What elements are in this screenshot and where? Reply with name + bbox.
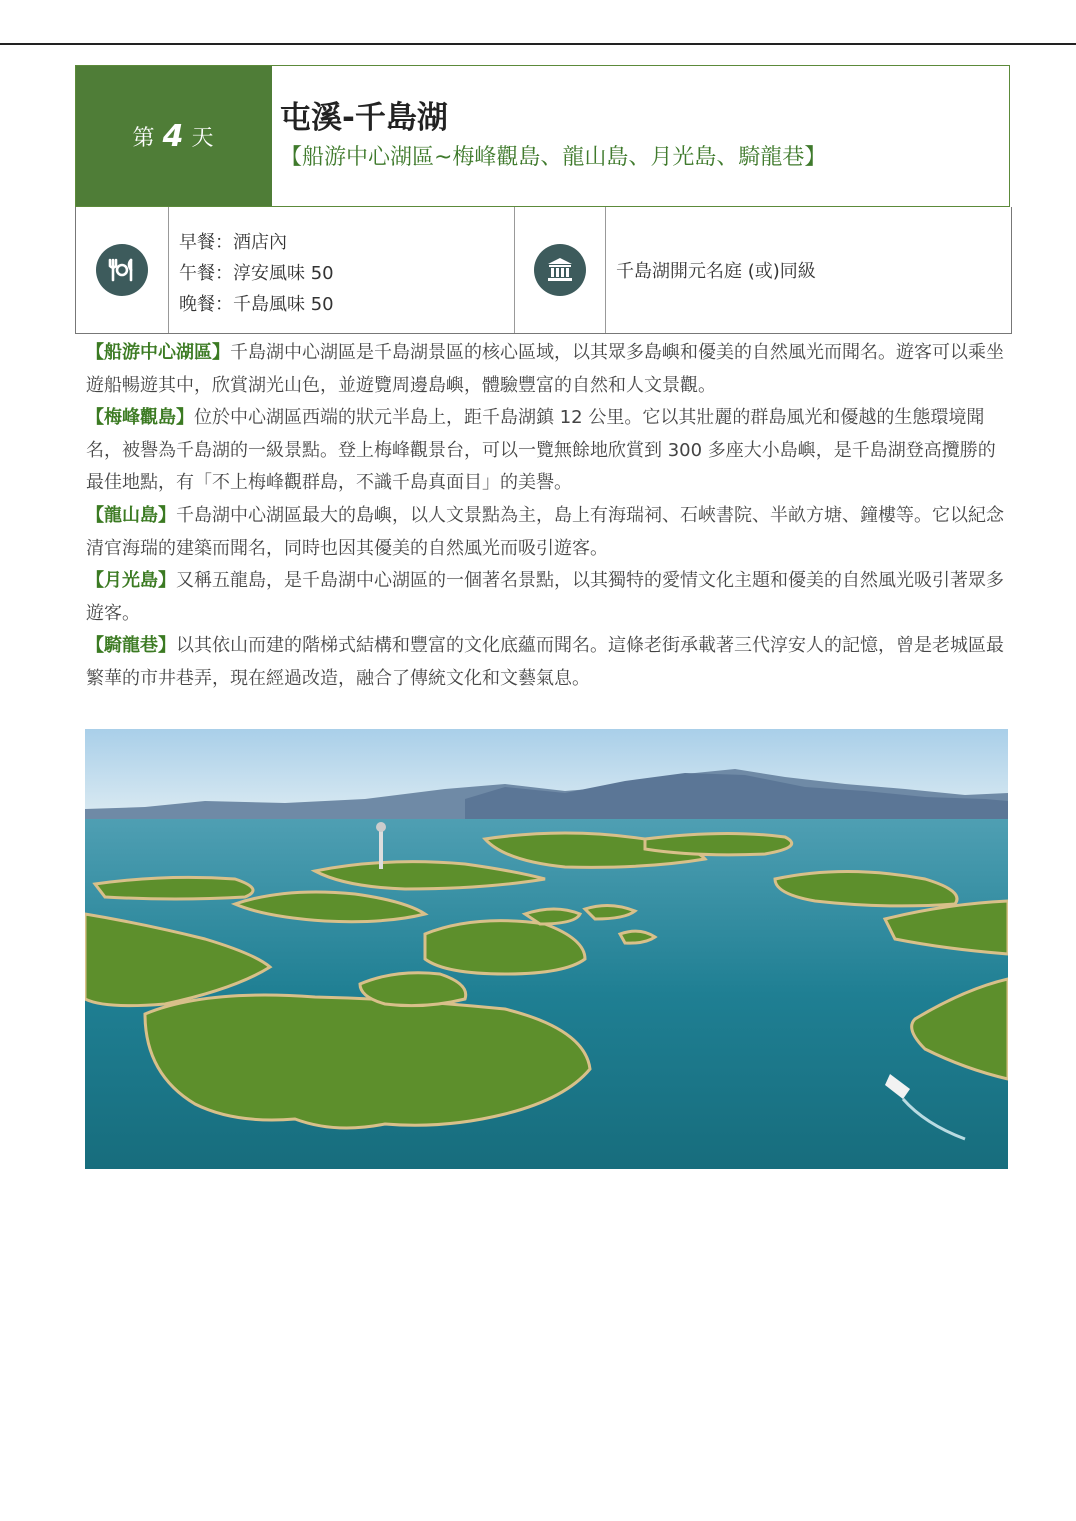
day-number: 4	[162, 118, 186, 154]
section-heading: 【騎龍巷】	[86, 635, 176, 657]
section-moonlight	[86, 565, 1006, 630]
lake-photo	[85, 729, 1008, 1169]
title-box	[272, 66, 1009, 206]
dinner-text: 晚餐：千島風味 50	[179, 294, 334, 315]
section-qilong	[86, 630, 1006, 695]
section-text: 以其依山而建的階梯式結構和豐富的文化底蘊而聞名。這條老街承載著三代淳安人的記憶，曾是老城區最繁華的市井巷弄，現在經過改造，融合了傳統文化和文藝氣息。	[86, 635, 1004, 689]
top-rule	[0, 43, 1076, 45]
section-heading: 【梅峰觀島】	[86, 407, 194, 429]
section-text: 位於中心湖區西端的狀元半島上，距千島湖鎮 12 公里。它以其壯麗的群島風光和優越的生態環境聞名，被譽為千島湖的一級景點。登上梅峰觀景台，可以一覽無餘地欣賞到 300 多座大小島嶼，是千島湖登高攬勝的最佳地點，有「不上梅峰觀群島，不識千島真面目」的美譽。	[86, 407, 996, 494]
page-title: 屯溪-千島湖	[280, 100, 448, 136]
meal-icon-cell	[76, 207, 169, 333]
hotel-text: 千島湖開元名庭 (或)同級	[616, 261, 816, 282]
description	[86, 337, 1006, 696]
section-text: 千島湖中心湖區最大的島嶼，以人文景點為主，島上有海瑞祠、石峽書院、半畝方塘、鐘樓等。它以紀念清官海瑞的建築而聞名，同時也因其優美的自然風光而吸引遊客。	[86, 504, 1004, 559]
section-longshan	[86, 500, 1006, 565]
section-text: 又稱五龍島，是千島湖中心湖區的一個著名景點，以其獨特的愛情文化主題和優美的自然風光吸引著眾多遊客。	[86, 570, 1004, 624]
section-heading: 【月光島】	[86, 570, 176, 592]
day-header	[75, 65, 1010, 207]
hotel-icon-cell	[515, 207, 606, 333]
day-prefix: 第	[132, 125, 157, 151]
lunch-text: 午餐：淳安風味 50	[179, 263, 334, 284]
day-suffix: 天	[191, 125, 216, 151]
day-badge	[76, 66, 272, 206]
hotel-cell	[606, 207, 1011, 333]
breakfast-text: 早餐：酒店內	[179, 232, 287, 253]
section-heading: 【龍山島】	[86, 504, 176, 526]
section-heading: 【船游中心湖區】	[86, 342, 230, 363]
meals-cell	[169, 207, 515, 333]
page-subtitle: 【船游中心湖區~梅峰觀島、龍山島、月光島、騎龍巷】	[280, 145, 827, 170]
section-cruise	[86, 337, 1006, 402]
section-meifeng	[86, 402, 1006, 500]
info-row	[75, 207, 1012, 334]
building-icon	[534, 244, 586, 296]
section-text: 千島湖中心湖區是千島湖景區的核心區域，以其眾多島嶼和優美的自然風光而聞名。遊客可以乘坐遊船暢遊其中，欣賞湖光山色，並遊覽周邊島嶼，體驗豐富的自然和人文景觀。	[86, 342, 1004, 396]
fork-knife-icon	[96, 244, 148, 296]
